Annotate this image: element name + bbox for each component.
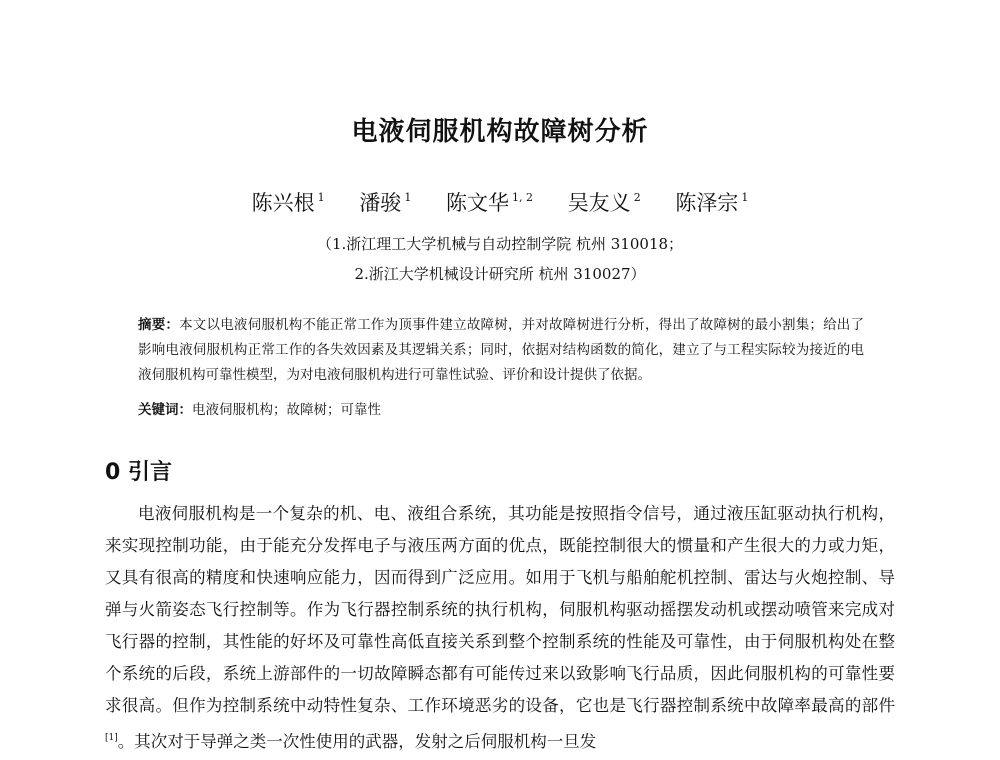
author-name: 潘骏 xyxy=(359,191,402,215)
author-affiliation-mark: 1 xyxy=(741,191,749,204)
author xyxy=(675,187,748,217)
affiliation-line: （1.浙江理工大学机械与自动控制学院 杭州 310018； xyxy=(316,235,684,253)
abstract xyxy=(138,313,864,388)
author-affiliation-mark: 1, 2 xyxy=(512,191,533,204)
author xyxy=(359,187,411,217)
keywords-label: 关键词： xyxy=(138,402,192,418)
body-paragraph xyxy=(105,498,895,758)
author-name: 陈文华 xyxy=(446,191,509,215)
author-affiliation-mark: 1 xyxy=(404,191,412,204)
keywords xyxy=(138,400,864,420)
author xyxy=(568,187,641,217)
section-heading: 0 引言 xyxy=(105,460,172,485)
affiliation-line: 2.浙江大学机械设计研究所 杭州 310027） xyxy=(354,265,646,283)
author-affiliation-mark: 1 xyxy=(317,191,325,204)
author-name: 陈泽宗 xyxy=(675,191,739,215)
paper-title: 电液伺服机构故障树分析 xyxy=(351,117,649,147)
author xyxy=(446,187,533,217)
author-name: 吴友义 xyxy=(567,191,631,215)
author-list xyxy=(0,187,1000,217)
author-affiliation-mark: 2 xyxy=(633,191,641,204)
author-name: 陈兴根 xyxy=(251,191,315,215)
body-text-part: 电液伺服机构是一个复杂的机、电、液组合系统，其功能是按照指令信号，通过液压缸驱动执行机构，来实现控制功能，由于能充分发挥电子与液压两方面的优点，既能控制很大的惯量和产生很大的力或力矩，又具有很高的精度和快速响应能力，因而得到广泛应用。如用于飞机与船舶舵机控制、雷达与火炮控制、导弹与火箭姿态飞行控制等。作为飞行器控制系统的执行机构，伺服机构驱动摇摆发动机或摆动喷管来完成对飞行器的控制，其性能的好坏及可靠性高低直接关系到整个控制系统的性能及可靠性，由于伺服机构处在整个系统的后段，系统上游部件的一切故障瞬态都有可能传过来以致影响飞行品质，因此伺服机构的可靠性要求很高。但作为控制系统中动特性复杂、工作环境恶劣的设备，它也是飞行器控制系统中故障率最高的部件 xyxy=(105,504,895,715)
citation-mark[interactable]: [1] xyxy=(105,733,118,743)
keywords-text: 电液伺服机构；故障树；可靠性 xyxy=(192,402,381,418)
abstract-label: 摘要： xyxy=(138,317,180,333)
body-text-part: 。其次对于导弹之类一次性使用的武器，发射之后伺服机构一旦发 xyxy=(117,732,597,751)
abstract-text: 本文以电液伺服机构不能正常工作为顶事件建立故障树，并对故障树进行分析，得出了故障树的最小割集；给出了影响电液伺服机构正常工作的各失效因素及其逻辑关系；同时，依据对结构函数的简化，建立了与工程实际较为接近的电液伺服机构可靠性模型，为对电液伺服机构进行可靠性试验、评价和设计提供了依据。 xyxy=(138,317,865,383)
author xyxy=(252,187,325,217)
